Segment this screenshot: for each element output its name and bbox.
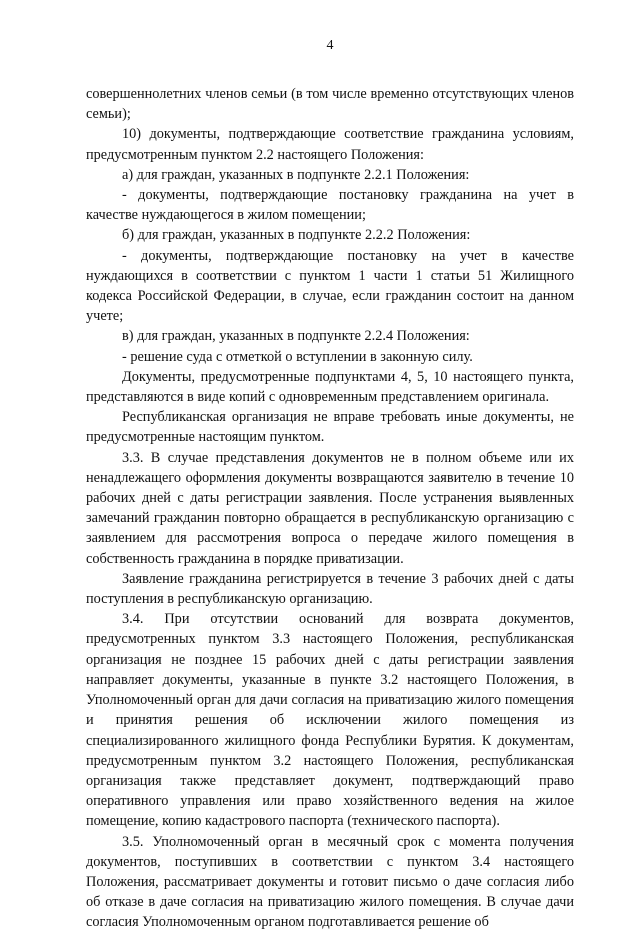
paragraph: Республиканская организация не вправе требовать иные документы, не предусмотренные настоящим пунктом. <box>86 409 574 446</box>
paragraph: Заявление гражданина регистрируется в течение 3 рабочих дней с даты поступления в республиканскую организацию. <box>86 570 574 608</box>
paragraph: - решение суда с отметкой о вступлении в законную силу. <box>122 348 473 365</box>
paragraph: 3.5. Уполномоченный орган в месячный срок с момента получения документов, поступивших в соответствии с пунктом 3.4 настоящего Положения, рассматривает документы и готовит письмо о даче согласия либо об отказе в даче согласия на приватизацию жилого помещения. В случае дачи согласия Уполномоченным органом подготавливается решение об <box>86 833 574 931</box>
paragraph: 3.3. В случае представления документов не в полном объеме или их ненадлежащего оформления документы возвращаются заявителю в течение 10 рабочих дней с даты регистрации заявления. После устранения выявленных замечаний гражданин повторно обращается в республиканскую организацию с заявлением для рассмотрения вопроса о передаче жилого помещения в собственность гражданина в порядке приватизации. <box>86 449 574 567</box>
paragraph: 3.4. При отсутствии оснований для возврата документов, предусмотренных пунктом 3.3 настоящего Положения, республиканская организация не позднее 15 рабочих дней с даты регистрации заявления направляет документы, указанные в пункте 3.2 настоящего Положения, в Уполномоченный орган для дачи согласия на приватизацию жилого помещения и принятия решения об исключении жилого помещения из специализированного жилищного фонда Республики Бурятия. К документам, предусмотренным пунктом 3.2 настоящего Положения, республиканская организация также представляет документ, подтверждающий право оперативного управления или право хозяйственного ведения на жилое помещение, копию кадастрового паспорта (технического паспорта). <box>86 611 574 830</box>
paragraph: б) для граждан, указанных в подпункте 2.2.2 Положения: <box>122 227 471 244</box>
paragraph: 10) документы, подтверждающие соответствие гражданина условиям, предусмотренным пунктом 2.2 настоящего Положения: <box>86 126 574 163</box>
paragraph: а) для граждан, указанных в подпункте 2.2.1 Положения: <box>122 166 470 183</box>
paragraph: совершеннолетних членов семьи (в том числе временно отсутствующих членов семьи); <box>86 86 574 123</box>
document-body <box>86 84 574 933</box>
page-number: 4 <box>326 38 334 53</box>
paragraph: Документы, предусмотренные подпунктами 4, 5, 10 настоящего пункта, представляются в виде копий с одновременным представлением оригинала. <box>86 368 574 406</box>
paragraph: - документы, подтверждающие постановку гражданина на учет в качестве нуждающегося в жилом помещении; <box>86 187 574 224</box>
paragraph: в) для граждан, указанных в подпункте 2.2.4 Положения: <box>122 328 470 345</box>
paragraph: - документы, подтверждающие постановку на учет в качестве нуждающихся в соответствии с пунктом 1 части 1 статьи 51 Жилищного кодекса Российской Федерации, в случае, если гражданин состоит на данном учете; <box>86 247 574 325</box>
